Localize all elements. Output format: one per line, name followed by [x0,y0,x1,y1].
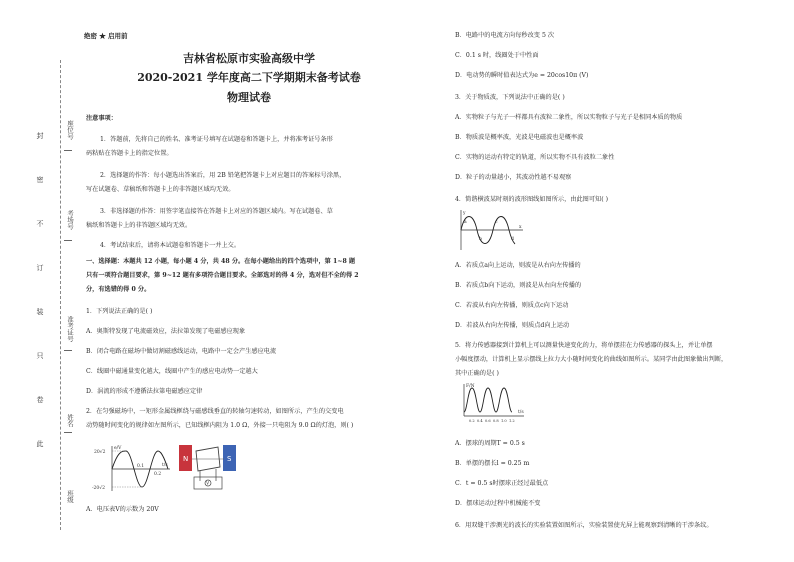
field-underline [64,150,72,151]
note-line: 写在试题卷、草稿纸和答题卡上的非答题区域均无效。 [86,186,235,193]
q4-option: C．若波从右向左传播，则质点c向下运动 [455,302,569,309]
exam-name: 2020-2021 学年度高二下学期期末备考试卷 [137,71,361,84]
q4-stem: 4．简谐横波某时刻的波形图线如图所示，由此图可知( ) [455,196,609,203]
q4-wave-graph [455,208,525,252]
q5-option: C．t = 0.5 s时摆球正经过最低点 [455,480,549,487]
margin-char: 只 [36,352,44,359]
note-line: 4．考试结束后，请将本试题卷和答题卡一并上交。 [100,242,241,249]
q4-graph-xunit: x [519,225,522,230]
q5-option: B．单摆的摆长l = 0.25 m [455,460,530,467]
q5-force-graph [458,382,530,424]
q5-graph-tick: 0.4 [477,419,483,423]
q2-graph-yunit: e/V [114,446,122,451]
svg-text:N: N [183,455,189,463]
q5-stem: 5．将力传感器接到计算机上可以测量快速变化的力，将单摆挂在力传感器的探头上，并让单摆 [455,342,713,349]
note-line: 码粘贴在答题卡上的指定位置。 [86,150,173,157]
q1-option: B．闭合电路在磁场中做切割磁感线运动，电路中一定会产生感应电流 [86,348,277,355]
q1-stem: 1．下列说法正确的是( ) [86,308,153,315]
q2-graph-ytop: 20√2 [94,450,106,455]
q4-point-label: b [479,237,482,242]
q5-graph-yunit: F/N [466,384,475,389]
note-line: 稿纸和答题卡上的非答题区域均无效。 [86,222,192,229]
q2-option: C．0.1 s 时，线圈处于中性面 [455,52,539,59]
note-line: 3．非选择题的作答：用签字笔直接答在答题卡上对应的答题区域内。写在试题卷、草 [100,208,333,215]
q3-option: D．粒子的动量越小，其波动性越不易观察 [455,174,572,181]
svg-text:S: S [227,455,232,463]
q4-point-label: a [464,220,467,225]
q2-stem: 动势随时间变化的规律如左图所示，已知线框内阻为 1.0 Ω，外接一只电阻为 9.0 Ω的灯泡，则( ) [86,422,354,429]
subject-name: 物理试卷 [227,91,271,104]
margin-char: 密 [36,176,44,183]
binding-dashed-line [60,60,61,530]
svg-text:V: V [206,480,210,486]
school-name: 吉林省松原市实验高级中学 [183,52,315,65]
section-line: 一、选择题：本题共 12 小题，每小题 4 分，共 48 分。在每小题给出的四个选项中，第 1~8 题 [86,258,356,265]
q4-option: D．若波从右向左传播，则质点d向上运动 [455,322,570,329]
page-title [84,50,414,108]
q4-point-label: c [495,220,498,225]
q6-stem: 6．用双缝干涉测光的波长的实验装置如图所示，实验装置使光屏上能观察到清晰的干涉条纹。 [455,522,713,529]
margin-char: 此 [36,440,44,447]
margin-char: 订 [36,264,44,271]
q4-graph-yunit: y [463,211,466,216]
q5-option: A．摆球的周期T = 0.5 s [455,440,525,447]
note-line: 1．答题前，先将自己的姓名、准考证号填写在试题卷和答题卡上，并将准考证号条形 [100,136,333,143]
q1-option: D．涡流的形成不遵循法拉第电磁感应定律 [86,388,203,395]
q1-option: C．线圈中磁通量变化越大，线圈中产生的感应电动势一定越大 [86,368,258,375]
admission-number-field: 准考证号 [66,316,74,342]
field-underline [64,240,72,241]
q2-graph-xtick: 0.2 [154,472,162,477]
q5-option: D．摆球运动过程中机械能不变 [455,500,541,507]
q3-stem: 3．关于物质波，下列说法中正确的是( ) [455,94,565,101]
q2-graph-xtick: 0.1 [137,464,145,469]
section-line: 只有一项符合题目要求，第 9~12 题有多项符合题目要求。全部选对的得 4 分，选对但不全的得 2 [86,272,359,279]
q5-graph-tick: 0.8 [493,419,499,423]
secret-label: 绝密 ★ 启用前 [84,32,128,40]
section-line: 分，有选错的得 0 分。 [86,286,151,293]
margin-char: 装 [36,308,44,315]
q2-graph-xunit: t/s [162,463,168,468]
q2-emf-graph [92,443,172,493]
exam-room-field: 考场号 [66,210,74,230]
q5-graph-tick: 0.2 [469,419,475,423]
q4-option: A．若质点a向上运动，则波是从右向左传播的 [455,262,581,269]
notes-heading: 注意事项： [86,115,117,122]
q5-graph-xunit: t/s [518,410,524,415]
name-field: 姓名 [66,414,74,427]
class-field: 班级 [66,490,74,503]
q5-stem: 其中正确的是( ) [455,370,499,377]
note-line: 2．选择题的作答：每小题选出答案后，用 2B 铅笔把答题卡上对应题目的答案标号涂黑， [100,172,346,179]
q3-option: B．物质波是概率波，光波是电磁波也是概率波 [455,134,584,141]
margin-char: 卷 [36,396,44,403]
q5-graph-tick: 0.6 [485,419,491,423]
q2-option: A．电压表V的示数为 20V [86,506,159,513]
q2-option: D．电动势的瞬时值表达式为e = 20cos10π (V) [455,72,589,79]
q3-option: C．实物的运动有特定的轨道，所以实物不具有波粒二象性 [455,154,615,161]
q2-option: B．电路中的电流方向每秒改变 5 次 [455,32,555,39]
seat-number-field: 座位号 [66,120,74,140]
q2-graph-ybottom: -20√2 [92,486,105,491]
field-underline [64,432,72,433]
margin-char: 不 [36,220,44,227]
q2-stem: 2．在匀强磁场中，一矩形金属线框绕与磁感线垂直的转轴匀速转动，如图所示，产生的交变电 [86,408,344,415]
margin-char: 封 [36,132,44,139]
field-underline [64,350,72,351]
q2-generator-figure [178,441,238,493]
q1-option: A．奥斯特发现了电流磁效应，法拉第发现了电磁感应现象 [86,328,246,335]
q4-option: B．若质点b向下运动，则波是从右向左传播的 [455,282,582,289]
q5-graph-tick: 1.2 [509,419,515,423]
q5-stem: 小幅度摆动，计算机上显示摆线上拉力大小随时间变化的曲线如图所示。某同学由此图象做出判断， [455,356,728,363]
q5-graph-tick: 1.0 [501,419,507,423]
q4-point-label: d [511,237,514,242]
q3-option: A．实物粒子与光子一样都具有波粒二象性，所以实物粒子与光子是相同本质的物质 [455,114,683,121]
